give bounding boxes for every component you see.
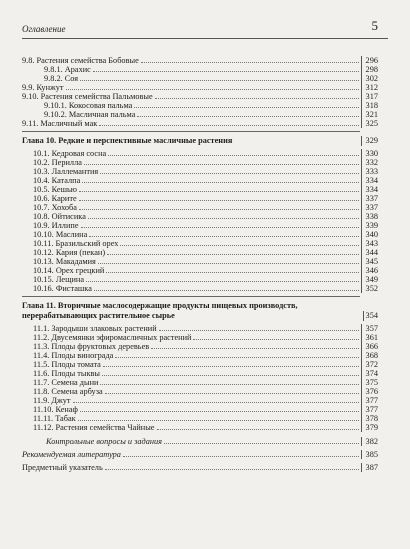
dot-leader (86, 281, 359, 282)
toc-entry (22, 248, 378, 257)
entry-page: 312 (361, 83, 378, 92)
dot-leader (106, 272, 359, 273)
dot-leader (80, 411, 359, 412)
entry-title: 10.1. Кедровая сосна (33, 149, 107, 158)
toc-entry (22, 437, 378, 446)
dot-leader (88, 218, 359, 219)
entry-title: 9.10.2. Масличная пальма (44, 110, 136, 119)
toc-entry (22, 284, 378, 293)
entry-title: 11.8. Семена арбуза (33, 387, 103, 396)
toc-entry (22, 185, 378, 194)
toc-entry (22, 342, 378, 351)
dot-leader (137, 116, 359, 117)
entry-page: 337 (361, 194, 378, 203)
dot-leader (93, 71, 359, 72)
entry-page: 334 (361, 176, 378, 185)
entry-page: 325 (361, 119, 378, 128)
toc-entry (22, 101, 378, 110)
toc-entry (22, 212, 378, 221)
toc-entry (22, 239, 378, 248)
dot-leader (102, 375, 359, 376)
entry-title: 9.9. Кунжут (22, 83, 64, 92)
dot-leader (108, 155, 359, 156)
entry-page: 344 (361, 248, 378, 257)
back-matter-entries (22, 437, 378, 472)
toc-entry (22, 221, 378, 230)
section-9-entries (22, 56, 378, 128)
dot-leader (164, 443, 359, 444)
entry-page: 379 (361, 423, 378, 432)
entry-title: 10.8. Ойтисика (33, 212, 86, 221)
toc-entry (22, 149, 378, 158)
entry-title: 10.12. Кария (пекан) (33, 248, 106, 257)
dot-leader (100, 173, 359, 174)
entry-title: 11.12. Растения семейства Чайные (33, 423, 155, 432)
entry-page: 338 (361, 212, 378, 221)
running-title: Оглавление (22, 24, 66, 34)
dot-leader (84, 164, 359, 165)
entry-title: Рекомендуемая литература (22, 450, 121, 459)
toc-entry (22, 423, 378, 432)
dot-leader (151, 348, 359, 349)
entry-title: 10.4. Каталпа (33, 176, 81, 185)
entry-title: 10.6. Карите (33, 194, 77, 203)
toc-entry (22, 369, 378, 378)
toc-entry (22, 324, 378, 333)
dot-leader (99, 125, 359, 126)
entry-title: 10.9. Иллипе (33, 221, 79, 230)
entry-page: 368 (361, 351, 378, 360)
dot-leader (134, 107, 359, 108)
entry-page: 302 (361, 74, 378, 83)
toc-entry (22, 405, 378, 414)
entry-title: 11.1. Зародыши злаковых растений (33, 324, 157, 333)
entry-title: Предметный указатель (22, 463, 103, 472)
entry-title: 10.7. Хохоба (33, 203, 77, 212)
toc-entry (22, 110, 378, 119)
dot-leader (80, 80, 359, 81)
entry-page: 385 (361, 450, 378, 459)
dot-leader (103, 366, 359, 367)
entry-page: 377 (361, 405, 378, 414)
entry-page: 374 (361, 369, 378, 378)
entry-page: 321 (361, 110, 378, 119)
entry-page: 340 (361, 230, 378, 239)
dot-leader (100, 384, 359, 385)
entry-title: 9.8.2. Соя (44, 74, 79, 83)
toc-entry (22, 176, 378, 185)
dot-leader (98, 263, 359, 264)
entry-title: Контрольные вопросы и задания (46, 437, 162, 446)
toc-entry (22, 414, 378, 423)
page-number: 5 (371, 18, 378, 33)
entry-title: 9.8. Растения семейства Бобовые (22, 56, 139, 65)
separator (22, 131, 360, 132)
entry-title: 11.9. Джут (33, 396, 71, 405)
entry-title: 10.14. Орех грецкий (33, 266, 105, 275)
entry-page: 343 (361, 239, 378, 248)
dot-leader (157, 429, 360, 430)
entry-title: 10.15. Лещина (33, 275, 85, 284)
dot-leader (81, 227, 359, 228)
chapter-page: 329 (361, 136, 378, 146)
entry-title: 10.13. Макадамия (33, 257, 96, 266)
entry-title: 11.7. Семена дыни (33, 378, 99, 387)
entry-page: 334 (361, 185, 378, 194)
toc-entry (22, 257, 378, 266)
dot-leader (73, 402, 359, 403)
dot-leader (78, 420, 359, 421)
entry-page: 352 (361, 284, 378, 293)
entry-page: 332 (361, 158, 378, 167)
entry-page: 387 (361, 463, 378, 472)
entry-title: 10.2. Перилла (33, 158, 82, 167)
toc-entry (22, 56, 378, 65)
dot-leader (123, 456, 359, 457)
chapter-page: 354 (363, 311, 378, 321)
entry-title: 10.10. Маслина (33, 230, 88, 239)
header-rule (22, 38, 388, 39)
entry-title: 9.10. Растения семейства Пальмовые (22, 92, 153, 101)
dot-leader (79, 191, 359, 192)
entry-page: 377 (361, 396, 378, 405)
entry-title: 10.3. Лаллемантия (33, 167, 99, 176)
dot-leader (141, 62, 359, 63)
entry-title: 9.8.1. Арахис (44, 65, 91, 74)
entry-page: 375 (361, 378, 378, 387)
chapter-11-heading (22, 301, 378, 321)
dot-leader (79, 200, 359, 201)
dot-leader (193, 339, 359, 340)
toc-entry (22, 203, 378, 212)
chapter-10-entries (22, 149, 378, 293)
toc-entry (22, 83, 378, 92)
entry-title: 11.4. Плоды винограда (33, 351, 114, 360)
separator (22, 296, 360, 297)
chapter-title: Глава 10. Редкие и перспективные масличные растения (22, 136, 233, 145)
entry-page: 317 (361, 92, 378, 101)
entry-page: 296 (361, 56, 378, 65)
entry-page: 357 (361, 324, 378, 333)
toc-entry (22, 65, 378, 74)
toc-entry (22, 333, 378, 342)
entry-page: 346 (361, 266, 378, 275)
entry-title: 11.6. Плоды тыквы (33, 369, 100, 378)
entry-page: 345 (361, 257, 378, 266)
entry-title: 10.16. Фисташка (33, 284, 92, 293)
dot-leader (79, 209, 359, 210)
entry-page: 298 (361, 65, 378, 74)
dot-leader (66, 89, 359, 90)
toc-entry (22, 74, 378, 83)
dot-leader (115, 357, 359, 358)
dot-leader (107, 254, 359, 255)
toc-entry (22, 167, 378, 176)
dot-leader (105, 469, 359, 470)
toc-entry (22, 378, 378, 387)
entry-title: 11.3. Плоды фруктовых деревьев (33, 342, 150, 351)
dot-leader (82, 182, 359, 183)
entry-title: 11.10. Кенаф (33, 405, 78, 414)
chapter-10-heading (22, 136, 378, 146)
toc-entry (22, 387, 378, 396)
toc-entry (22, 230, 378, 239)
toc-entry (22, 360, 378, 369)
toc-entry (22, 351, 378, 360)
dot-leader (120, 245, 359, 246)
toc-entry (22, 396, 378, 405)
entry-title: 9.11. Масличный мак (22, 119, 98, 128)
entry-page: 361 (361, 333, 378, 342)
chapter-11-entries (22, 324, 378, 432)
toc-entry (22, 119, 378, 128)
entry-title: 11.11. Табак (33, 414, 76, 423)
entry-page: 382 (361, 437, 378, 446)
toc-entry (22, 266, 378, 275)
dot-leader (105, 393, 359, 394)
toc-entry (22, 158, 378, 167)
toc-entry (22, 92, 378, 101)
entry-title: 9.10.1. Кокосовая пальма (44, 101, 133, 110)
entry-page: 333 (361, 167, 378, 176)
toc-entry (22, 450, 378, 459)
entry-title: 11.5. Плоды томата (33, 360, 101, 369)
dot-leader (89, 236, 359, 237)
page-header (22, 18, 388, 36)
toc-entry (22, 463, 378, 472)
dot-leader (159, 330, 359, 331)
toc-entry (22, 275, 378, 284)
entry-page: 378 (361, 414, 378, 423)
dot-leader (155, 98, 359, 99)
entry-page: 337 (361, 203, 378, 212)
entry-title: 10.11. Бразильский орех (33, 239, 119, 248)
chapter-title: Глава 11. Вторичные маслосодержащие продукты пищевых производств, перерабатывающих растительное сырье (22, 301, 298, 320)
dot-leader (94, 290, 359, 291)
entry-title: 11.2. Двусемянки эфиромасличных растений (33, 333, 192, 342)
table-of-contents (22, 56, 378, 472)
entry-title: 10.5. Кешью (33, 185, 77, 194)
entry-page: 376 (361, 387, 378, 396)
entry-page: 349 (361, 275, 378, 284)
entry-page: 318 (361, 101, 378, 110)
toc-entry (22, 194, 378, 203)
entry-page: 330 (361, 149, 378, 158)
entry-page: 339 (361, 221, 378, 230)
entry-page: 372 (361, 360, 378, 369)
entry-page: 366 (361, 342, 378, 351)
